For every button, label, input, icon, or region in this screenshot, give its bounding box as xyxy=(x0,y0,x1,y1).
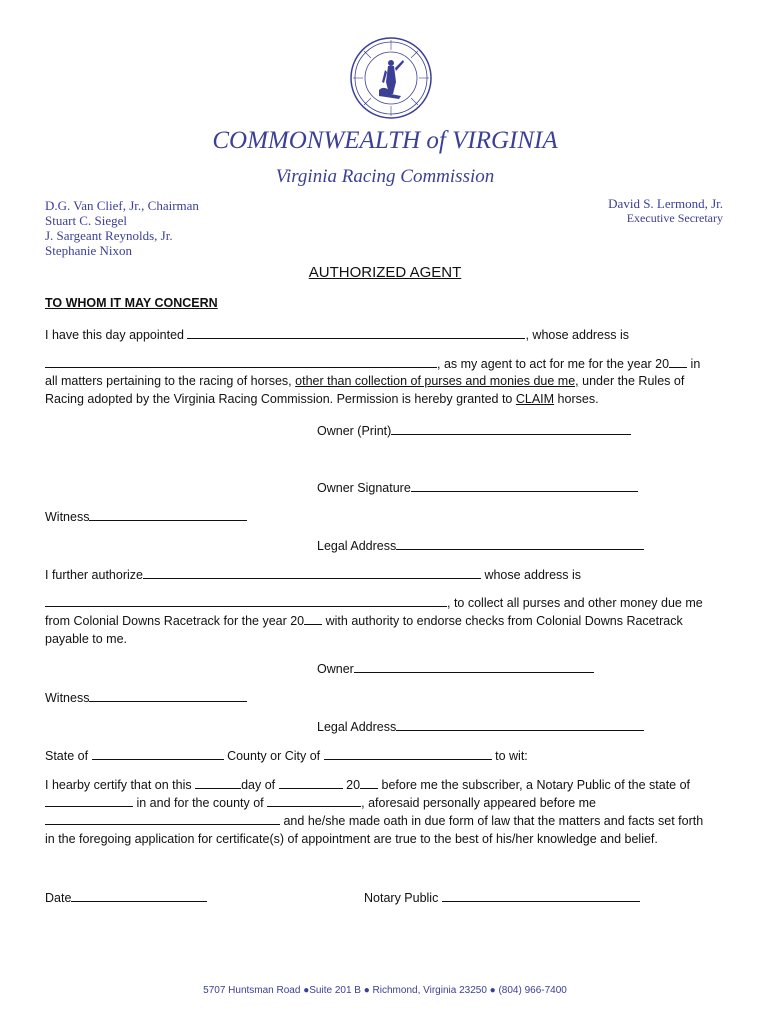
colonial-year-label: from Colonial Downs Racetrack for the year 20 xyxy=(45,614,305,628)
further-authorize-label: I further authorize xyxy=(45,568,143,582)
agent-name-field[interactable] xyxy=(187,325,525,339)
date-field[interactable] xyxy=(71,888,207,902)
in-label: in xyxy=(690,357,701,371)
agent-year-label: , as my agent to act for me for the year 20 xyxy=(437,357,670,371)
county-prefix-label: in and for the county of xyxy=(136,796,264,810)
commissioner-name: Stephanie Nixon xyxy=(45,243,133,258)
to-wit-label: to wit: xyxy=(495,749,528,763)
address-label: , whose address is xyxy=(525,328,630,342)
commissioner-name: J. Sargeant Reynolds, Jr. xyxy=(45,228,173,243)
form-title: AUTHORIZED AGENT xyxy=(308,264,462,281)
owner-signature-field[interactable] xyxy=(411,478,638,492)
appearing-person-field[interactable] xyxy=(45,811,280,825)
salutation: TO WHOM IT MAY CONCERN xyxy=(45,296,218,310)
county-city-label: County or City of xyxy=(227,749,321,763)
colonial-line xyxy=(45,611,683,630)
matters-exception: other than collection of purses and monies due me, xyxy=(295,374,579,388)
appointment-line xyxy=(45,325,629,344)
appointed-label: I have this day appointed xyxy=(45,328,184,342)
commissioner-name: Stuart C. Siegel xyxy=(45,213,127,228)
horses-text: horses. xyxy=(557,392,599,406)
witness-row-1 xyxy=(45,507,247,526)
claim-word: CLAIM xyxy=(515,392,555,406)
further-authorize-line xyxy=(45,565,581,584)
colonial-year-field[interactable] xyxy=(304,611,322,625)
collect-text: , to collect all purses and other money due me xyxy=(447,596,703,610)
executive-secretary-title: Executive Secretary xyxy=(626,211,723,225)
notary-public-label: Notary Public xyxy=(364,891,439,905)
witness-row-2 xyxy=(45,688,247,707)
agent-address-line xyxy=(45,354,700,373)
date-label: Date xyxy=(45,891,72,905)
notary-row xyxy=(364,888,640,907)
racing-rules-text: Racing adopted by the Virginia Racing Commission. Permission is hereby granted to xyxy=(45,392,513,406)
oath-line xyxy=(45,811,703,830)
date-row xyxy=(45,888,207,907)
owner-signature-label: Owner Signature xyxy=(317,481,411,495)
state-county-line xyxy=(45,746,528,765)
legal-address-row-2 xyxy=(317,717,644,736)
matters-line xyxy=(45,372,684,390)
agent-year-field[interactable] xyxy=(669,354,687,368)
witness-label: Witness xyxy=(45,510,90,524)
legal-address-label: Legal Address xyxy=(317,539,397,553)
owner-print-field[interactable] xyxy=(391,421,631,435)
owner-print-label: Owner (Print) xyxy=(317,424,392,438)
collect-line xyxy=(45,593,703,612)
certify-year-field[interactable] xyxy=(360,775,378,789)
day-of-label: day of xyxy=(241,778,276,792)
colonial-text: with authority to endorse checks from Colonial Downs Racetrack xyxy=(325,614,683,628)
owner-row xyxy=(317,659,594,678)
certify-label: I hearby certify that on this xyxy=(45,778,192,792)
certify-day-field[interactable] xyxy=(195,775,241,789)
personally-appeared-text: , aforesaid personally appeared before me xyxy=(361,796,597,810)
certify-line xyxy=(45,775,690,794)
payable-line: payable to me. xyxy=(45,632,127,646)
county-city-field[interactable] xyxy=(324,746,492,760)
notary-signature-field[interactable] xyxy=(442,888,640,902)
witness-field-2[interactable] xyxy=(89,688,247,702)
certify-month-field[interactable] xyxy=(279,775,343,789)
footer-address: 5707 Huntsman Road ●Suite 201 B ● Richmond, Virginia 23250 ● (804) 966-7400 xyxy=(203,985,567,996)
oath-text: and he/she made oath in due form of law that the matters and facts set forth xyxy=(283,814,704,828)
further-address-label: whose address is xyxy=(484,568,582,582)
certify-suffix: before me the subscriber, a Notary Public of the state of xyxy=(381,778,691,792)
state-of-label: State of xyxy=(45,749,89,763)
witness-field-1[interactable] xyxy=(89,507,247,521)
racing-rules-line xyxy=(45,390,599,408)
commonwealth-heading: COMMONWEALTH of VIRGINIA xyxy=(212,127,558,154)
collector-address-field[interactable] xyxy=(45,593,447,607)
owner-print-row xyxy=(317,421,631,440)
state-field[interactable] xyxy=(92,746,224,760)
virginia-seal xyxy=(349,36,433,120)
owner-field[interactable] xyxy=(354,659,594,673)
commissioner-chairman: D.G. Van Clief, Jr., Chairman xyxy=(45,198,199,213)
notary-state-field[interactable] xyxy=(45,793,133,807)
agency-name: Virginia Racing Commission xyxy=(275,166,495,187)
matters-suffix: under the Rules of xyxy=(582,374,685,388)
owner-signature-row xyxy=(317,478,638,497)
agent-address-field[interactable] xyxy=(45,354,437,368)
notary-state-line xyxy=(45,793,596,812)
legal-address-field-2[interactable] xyxy=(396,717,644,731)
matters-prefix: all matters pertaining to the racing of horses, xyxy=(45,374,292,388)
foregoing-line: in the foregoing application for certificate(s) of appointment are true to the best of his/her knowledge and belief. xyxy=(45,832,658,846)
owner-label: Owner xyxy=(317,662,354,676)
notary-county-field[interactable] xyxy=(267,793,361,807)
executive-secretary-name: David S. Lermond, Jr. xyxy=(608,196,723,211)
witness-label: Witness xyxy=(45,691,90,705)
legal-address-row-1 xyxy=(317,536,644,555)
year-label: 20 xyxy=(346,778,361,792)
collector-name-field[interactable] xyxy=(143,565,481,579)
legal-address-label: Legal Address xyxy=(317,720,397,734)
legal-address-field-1[interactable] xyxy=(396,536,644,550)
